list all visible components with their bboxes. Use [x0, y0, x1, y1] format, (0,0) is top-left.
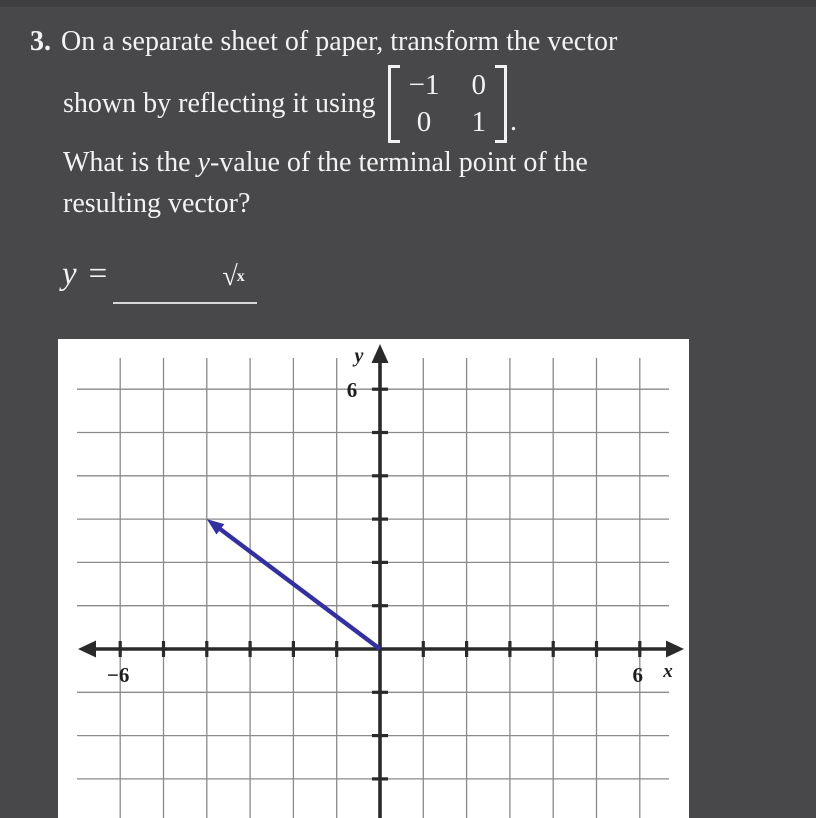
matrix-cell-r1c1: 1: [471, 106, 486, 138]
question-line-1: [30, 26, 617, 58]
question-line-3: [63, 147, 588, 179]
graph-panel: [58, 339, 689, 818]
question-line1-text: On a separate sheet of paper, transform the vector: [61, 26, 618, 57]
question-line2-text: shown by reflecting it using: [63, 88, 376, 119]
variable-y: y: [197, 147, 210, 178]
question-line3-post: -value of the terminal point of the: [209, 147, 588, 178]
radical-icon: √: [222, 261, 238, 292]
equals-sign: =: [88, 256, 108, 292]
sqrt-math-input-button[interactable]: [213, 260, 255, 294]
window-top-edge: [0, 0, 816, 7]
matrix-cell-r0c1: 0: [471, 69, 486, 101]
svg-text:x: x: [663, 661, 673, 682]
matrix-right-bracket: [495, 65, 507, 143]
matrix-cell-r0c0: −1: [408, 69, 440, 101]
answer-label: [62, 256, 107, 293]
answer-variable: y: [62, 256, 77, 292]
question-line-4: resulting vector?: [63, 188, 251, 219]
sentence-period: .: [509, 106, 517, 137]
svg-text:6: 6: [632, 663, 644, 687]
radicand-x: x: [236, 268, 245, 285]
question-number: 3.: [30, 26, 51, 57]
matrix-left-bracket: [388, 65, 400, 143]
svg-text:y: y: [354, 345, 364, 367]
svg-text:6: 6: [346, 378, 358, 403]
vector-graph: [58, 339, 689, 818]
svg-text:−6: −6: [106, 663, 130, 687]
question-line3-pre: What is the: [63, 147, 198, 178]
transformation-matrix: [388, 65, 507, 143]
matrix-cell-r1c0: 0: [416, 106, 432, 138]
matrix-entries: [400, 65, 495, 143]
question-line-2: [63, 58, 517, 150]
